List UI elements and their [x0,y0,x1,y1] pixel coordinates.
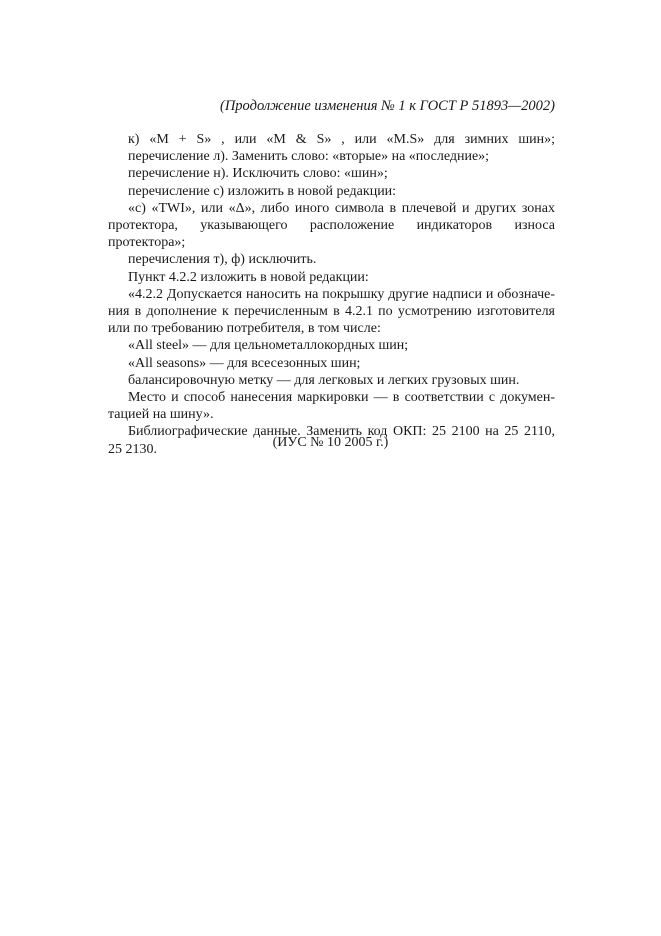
continuation-header: (Продолжение изменения № 1 к ГОСТ Р 51893—2002) [220,98,555,114]
publication-reference: (ИУС № 10 2005 г.) [272,435,389,450]
text-line: протектора»; [108,235,186,251]
text-line: ния в дополнение к перечисленным в 4.2.1 по усмотрению изготовителя [108,304,555,320]
text-line: 25 2130. [108,441,157,457]
text-line: Место и способ нанесения маркировки — в соответствии с докумен- [128,390,555,406]
text-line: перечисления т), ф) исключить. [128,252,317,268]
text-line: Пункт 4.2.2 изложить в новой редакции: [128,269,369,285]
text-line: тацией на шину». [108,407,214,423]
text-line: перечисление л). Заменить слово: «вторые» на «последние»; [128,149,490,165]
text-line: или по требованию потребителя, в том числе: [108,321,381,337]
text-line: протектора, указывающего расположение индикаторов износа [108,218,555,234]
text-line: перечисление с) изложить в новой редакции: [128,183,397,199]
text-line: «4.2.2 Допускается наносить на покрышку другие надписи и обозначе- [128,286,555,302]
text-line: балансировочную метку — для легковых и легких грузовых шин. [128,372,520,388]
text-line: «All seasons» — для всесезонных шин; [128,355,361,371]
text-line: к) «M + S» , или «M & S» , или «M.S» для зимних шин»; [128,132,555,147]
text-line: Библиографические данные. Заменить код ОКП: 25 2100 на 25 2110, [128,424,555,440]
text-line: перечисление н). Исключить слово: «шин»; [128,166,388,182]
text-line: «All steel» — для цельнометаллокордных шин; [128,338,409,354]
document-body [108,131,555,458]
text-line: «с) «TWI», или «Δ», либо иного символа в плечевой и других зонах [128,200,555,216]
